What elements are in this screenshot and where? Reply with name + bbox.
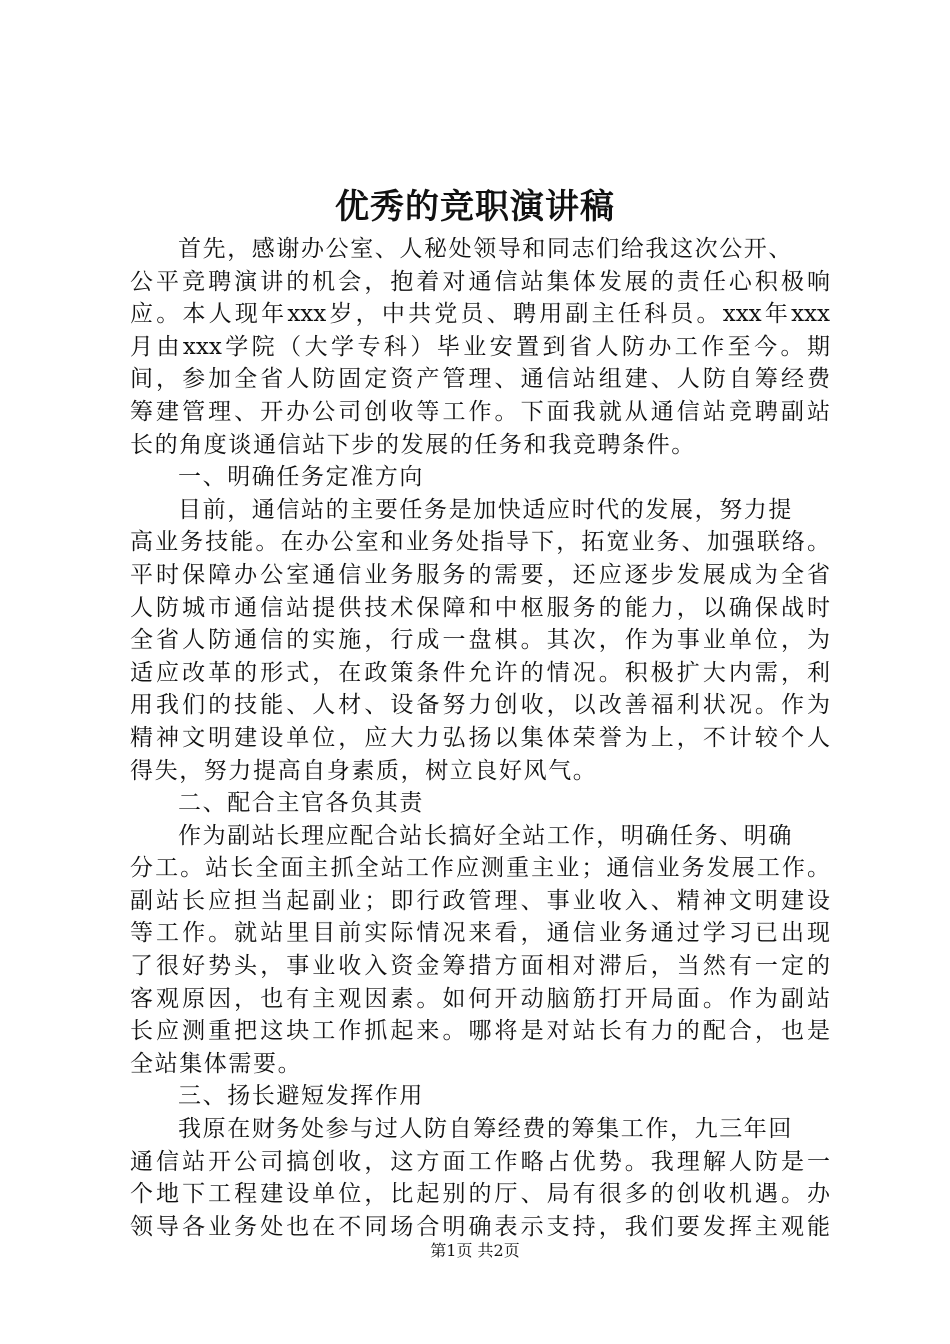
section-heading: 一、明确任务定准方向 <box>178 464 424 491</box>
document-body <box>130 233 830 1243</box>
document-title: 优秀的竞职演讲稿 <box>335 187 615 227</box>
text-line: 客观原因，也有主观因素。如何开动脑筋打开局面。作为副站 <box>130 985 830 1012</box>
text-line: 我原在财务处参与过人防自筹经费的筹集工作，九三年回 <box>178 1116 793 1143</box>
text-line: 公平竞聘演讲的机会，抱着对通信站集体发展的责任心积极响 <box>130 268 830 295</box>
text-line: 个地下工程建设单位，比起别的厅、局有很多的创收机遇。办 <box>130 1181 830 1208</box>
text-line: 副站长应担当起副业；即行政管理、事业收入、精神文明建设 <box>130 887 830 914</box>
text-line: 平时保障办公室通信业务服务的需要，还应逐步发展成为全省 <box>130 561 830 588</box>
text-line: 长的角度谈通信站下步的发展的任务和我竞聘条件。 <box>130 431 696 458</box>
text-line: 应。本人现年xxx岁，中共党员、聘用副主任科员。xxx年xxx <box>130 301 830 328</box>
text-line: 适应改革的形式，在政策条件允许的情况。积极扩大内需，利 <box>130 659 830 686</box>
text-line: 全站集体需要。 <box>130 1050 303 1077</box>
text-line: 精神文明建设单位，应大力弘扬以集体荣誉为上，不计较个人 <box>130 724 830 751</box>
text-line: 首先，感谢办公室、人秘处领导和同志们给我这次公开、 <box>178 236 793 262</box>
text-line: 了很好势头，事业收入资金筹措方面相对滞后，当然有一定的 <box>130 953 830 980</box>
text-line: 领导各业务处也在不同场合明确表示支持，我们要发挥主观能 <box>130 1213 830 1240</box>
text-line: 分工。站长全面主抓全站工作应测重主业；通信业务发展工作。 <box>130 855 830 882</box>
text-line: 月由xxx学院（大学专科）毕业安置到省人防办工作至今。期 <box>130 333 830 360</box>
text-line: 间，参加全省人防固定资产管理、通信站组建、人防自筹经费 <box>130 366 830 393</box>
text-line: 作为副站长理应配合站长搞好全站工作，明确任务、明确 <box>178 822 793 849</box>
text-line: 得失，努力提高自身素质，树立良好风气。 <box>130 757 598 784</box>
text-line: 全省人防通信的实施，行成一盘棋。其次，作为事业单位，为 <box>130 627 830 654</box>
text-line: 长应测重把这块工作抓起来。哪将是对站长有力的配合，也是 <box>130 1018 830 1045</box>
text-line: 等工作。就站里目前实际情况来看，通信业务通过学习已出现 <box>130 920 830 947</box>
section-heading: 三、扬长避短发挥作用 <box>178 1083 424 1110</box>
text-line: 筹建管理、开办公司创收等工作。下面我就从通信站竞聘副站 <box>130 398 830 425</box>
text-line: 人防城市通信站提供技术保障和中枢服务的能力，以确保战时 <box>130 594 830 621</box>
text-line: 高业务技能。在办公室和业务处指导下，拓宽业务、加强联络。 <box>130 529 830 556</box>
section-heading: 二、配合主官各负其责 <box>178 790 424 817</box>
page-footer: 第1页 共2页 <box>430 1241 520 1260</box>
text-line: 目前，通信站的主要任务是加快适应时代的发展，努力提 <box>178 496 793 523</box>
text-line: 通信站开公司搞创收，这方面工作略占优势。我理解人防是一 <box>130 1148 830 1175</box>
text-line: 用我们的技能、人材、设备努力创收，以改善福利状况。作为 <box>130 692 830 719</box>
